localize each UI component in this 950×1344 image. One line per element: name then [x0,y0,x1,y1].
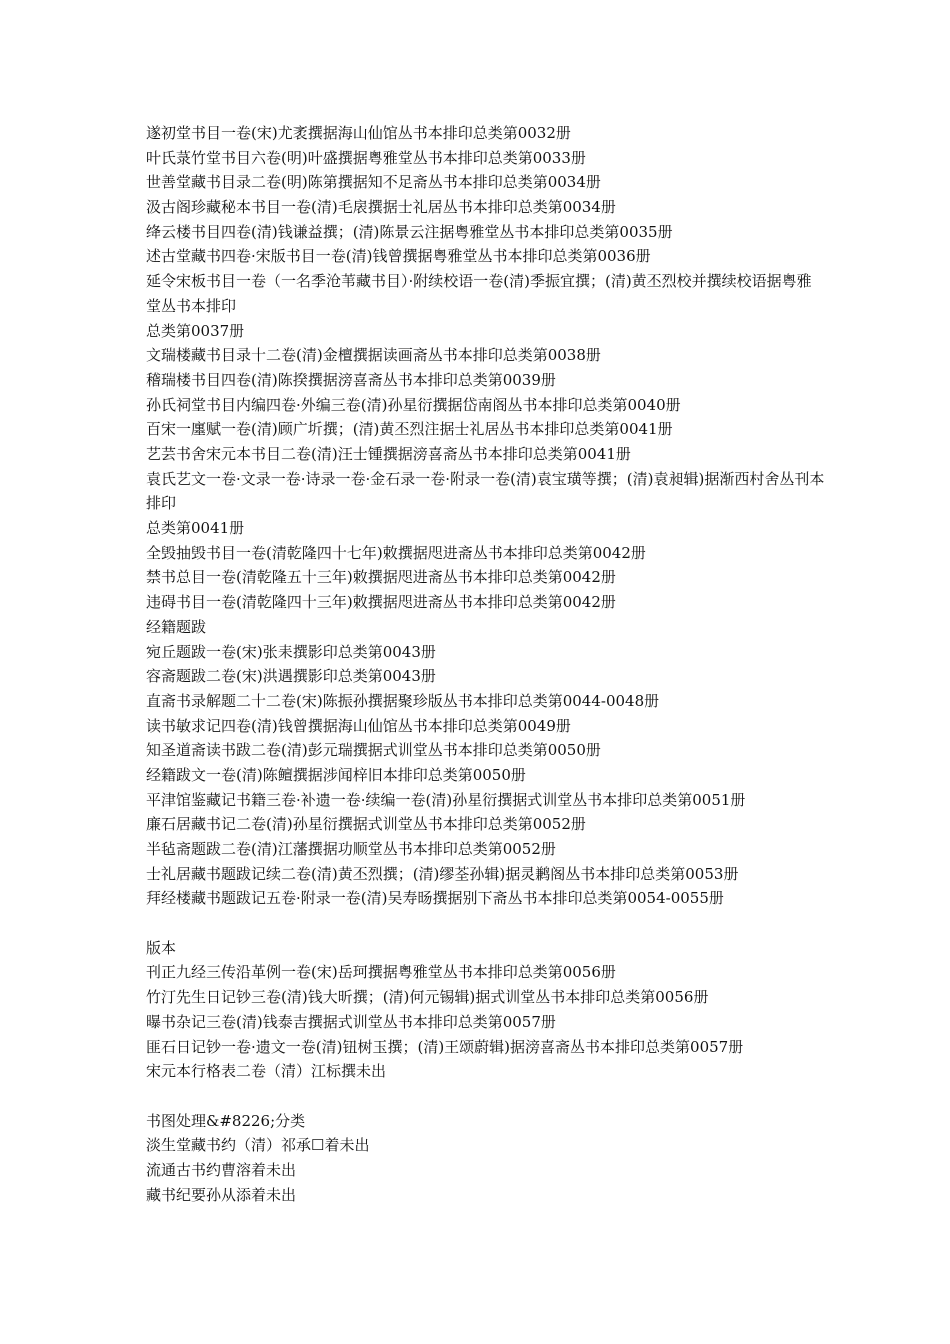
text-line: 述古堂藏书四卷·宋版书目一卷(清)钱曾撰据粤雅堂丛书本排印总类第0036册 [146,247,651,266]
text-line: 藏书纪要孙从添着未出 [146,1185,297,1204]
text-line: 竹汀先生日记钞三卷(清)钱大昕撰；(清)何元锡辑)据式训堂丛书本排印总类第0056册 [146,988,709,1007]
text-line: 绛云楼书目四卷(清)钱谦益撰；(清)陈景云注据粤雅堂丛书本排印总类第0035册 [146,222,673,241]
text-line: 半毡斋题跋二卷(清)江藩撰据功顺堂丛书本排印总类第0052册 [146,840,556,858]
text-line: 禁书总目一卷(清乾隆五十三年)敕撰据咫进斋丛书本排印总类第0042册 [146,568,616,587]
text-line: 拜经楼藏书题跋记五卷·附录一卷(清)吴寿旸撰据别下斋丛书本排印总类第0054-0055册 [146,889,724,908]
text-line: 百宋一廛赋一卷(清)顾广圻撰；(清)黄丕烈注据士礼居丛书本排印总类第0041册 [146,420,673,439]
text-line: 总类第0037册 [146,321,245,340]
text-line: 匪石日记钞一卷·遗文一卷(清)钮树玉撰；(清)王颂蔚辑)据滂喜斋丛书本排印总类第0057册 [146,1037,744,1056]
section-heading: 书图处理&#8226;分类 [146,1111,306,1130]
text-line: 知圣道斋读书跋二卷(清)彭元瑞撰据式训堂丛书本排印总类第0050册 [146,741,601,760]
text-line: 违碍书目一卷(清乾隆四十三年)敕撰据咫进斋丛书本排印总类第0042册 [146,593,616,612]
blank-line [146,911,826,936]
text-line: 遂初堂书目一卷(宋)尤袤撰据海山仙馆丛书本排印总类第0032册 [146,124,571,142]
text-line: 叶氏菉竹堂书目六卷(明)叶盛撰据粤雅堂丛书本排印总类第0033册 [146,148,586,167]
text-line: 汲古阁珍藏秘本书目一卷(清)毛扆撰据士礼居丛书本排印总类第0034册 [146,198,616,217]
text-line: 流通古书约曹溶着未出 [146,1160,297,1179]
text-line: 艺芸书舍宋元本书目二卷(清)汪士锺撰据滂喜斋丛书本排印总类第0041册 [146,444,631,463]
document-body [146,121,826,1207]
text-line: 淡生堂藏书约（清）祁承☐着未出 [146,1136,370,1155]
text-line: 经籍跋文一卷(清)陈鳣撰据涉闻梓旧本排印总类第0050册 [146,765,526,784]
text-line: 曝书杂记三卷(清)钱泰吉撰据式训堂丛书本排印总类第0057册 [146,1012,556,1031]
text-line: 稽瑞楼书目四卷(清)陈揆撰据滂喜斋丛书本排印总类第0039册 [146,370,556,389]
text-line: 袁氏艺文一卷·文录一卷·诗录一卷·金石录一卷·附录一卷(清)袁宝璜等撰；(清)袁昶辑)据渐西村舍丛刊本排印 [146,469,825,513]
text-line: 直斋书录解题二十二卷(宋)陈振孙撰据聚珍版丛书本排印总类第0044-0048册 [146,691,660,710]
text-line: 世善堂藏书目录二卷(明)陈第撰据知不足斋丛书本排印总类第0034册 [146,173,601,192]
text-line: 宋元本行格表二卷（清）江标撰未出 [146,1062,387,1081]
text-line: 延令宋板书目一卷（一名季沧苇藏书目）·附续校语一卷(清)季振宜撰；(清)黄丕烈校并撰续校语据粤雅堂丛书本排印 [146,272,812,315]
text-line: 平津馆鉴藏记书籍三卷·补遗一卷·续编一卷(清)孙星衍撰据式训堂丛书本排印总类第0051册 [146,790,746,809]
text-line: 读书敏求记四卷(清)钱曾撰据海山仙馆丛书本排印总类第0049册 [146,716,571,735]
text-line: 宛丘题跋一卷(宋)张耒撰影印总类第0043册 [146,642,436,661]
text-line: 廉石居藏书记二卷(清)孙星衍撰据式训堂丛书本排印总类第0052册 [146,815,586,834]
text-line: 总类第0041册 [146,519,245,538]
text-line: 文瑞楼藏书目录十二卷(清)金檀撰据读画斋丛书本排印总类第0038册 [146,346,601,365]
section-heading: 版本 [146,938,177,957]
text-line: 孙氏祠堂书目内编四卷·外编三卷(清)孙星衍撰据岱南阁丛书本排印总类第0040册 [146,395,681,414]
text-line: 全毁抽毁书目一卷(清乾隆四十七年)敕撰据咫进斋丛书本排印总类第0042册 [146,543,646,562]
text-line: 士礼居藏书题跋记续二卷(清)黄丕烈撰；(清)缪荃孙辑)据灵鹣阁丛书本排印总类第0053册 [146,864,739,883]
text-line: 刊正九经三传沿革例一卷(宋)岳珂撰据粤雅堂丛书本排印总类第0056册 [146,963,616,982]
section-heading: 经籍题跋 [146,617,207,636]
blank-line [146,1084,826,1109]
text-line: 容斋题跋二卷(宋)洪遇撰影印总类第0043册 [146,667,436,686]
